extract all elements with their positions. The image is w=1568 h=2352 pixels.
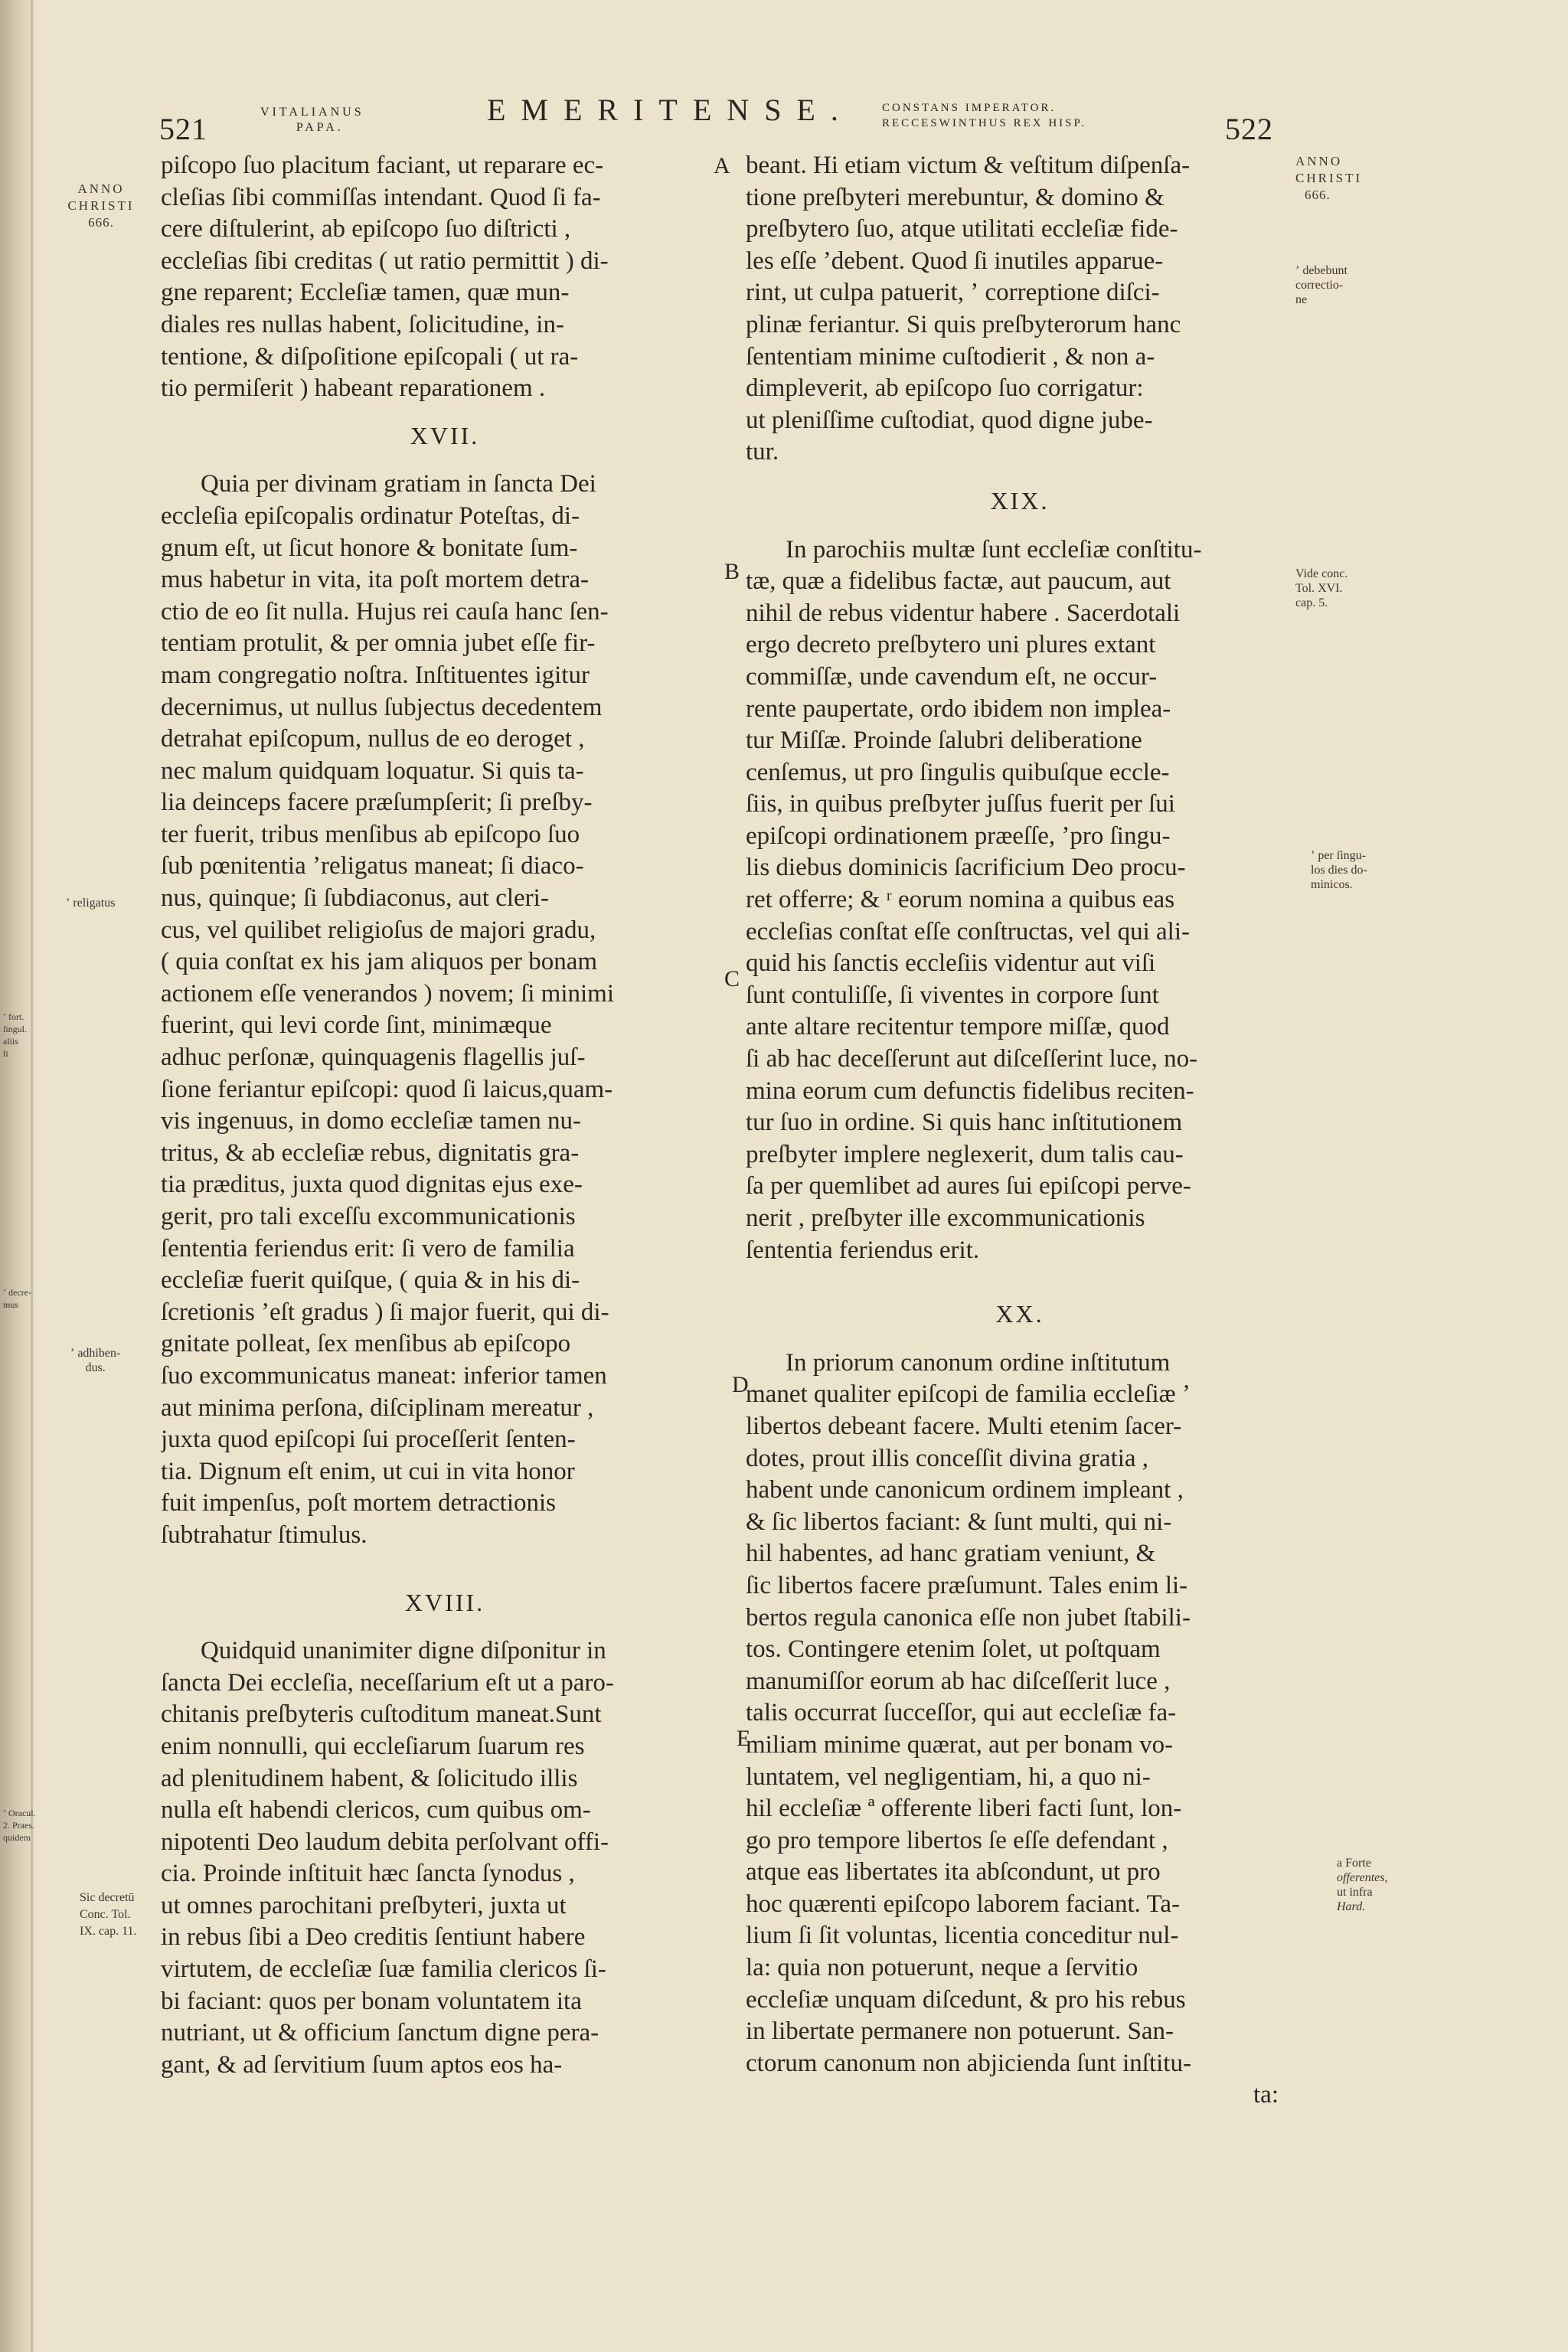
text-line: fuit impenſus, poſt mortem detractionis xyxy=(161,1489,556,1517)
section-letter-e: E xyxy=(737,1726,751,1751)
text-line: bertos regula canonica eſſe non jubet ſtabili- xyxy=(746,1603,1191,1632)
text-line: ſiis, in quibus preſbyter juſſus fuerit per ſui xyxy=(746,790,1175,818)
text-line: tio permiſerit ) habeant reparationem . xyxy=(161,374,546,403)
page-number-right: 522 xyxy=(1225,112,1273,146)
text-line: tur Miſſæ. Proinde ſalubri deliberatione xyxy=(746,727,1142,755)
text-line: tia præditus, juxta quod dignitas ejus exe- xyxy=(161,1171,583,1199)
spine-fragment: ʼ Oracul. 2. Praes. quidem xyxy=(3,1808,36,1843)
margin-year-left: ANNO CHRISTI 666. xyxy=(67,181,135,230)
text-line: cleſias ſibi commiſſas intendant. Quod ſi fa- xyxy=(161,183,601,211)
text-line: cere diſtulerint, ab epiſcopo ſuo diſtricti , xyxy=(161,215,571,243)
margin-note-sic-decretu: Sic decretū Conc. Tol. IX. cap. 11. xyxy=(80,1891,137,1938)
text-line: detrahat epiſcopum, nullus de eo deroget , xyxy=(161,725,585,753)
text-line: nipotenti Deo laudum debita perſolvant offi- xyxy=(161,1828,609,1856)
page-number-left: 521 xyxy=(159,112,207,146)
text-line: juxta quod epiſcopi ſui proceſſerit ſenten- xyxy=(161,1426,576,1454)
text-line: in libertate permanere non potuerunt. San- xyxy=(746,2017,1174,2046)
text-line: nus, quinque; ſi ſubdiaconus, aut cleri- xyxy=(161,884,549,913)
canon-xviii-text xyxy=(161,1635,729,2081)
text-line: dotes, prout illis conceſſit divina gratia , xyxy=(746,1444,1149,1472)
text-line: virtutem, de eccleſiæ ſuæ familia clericos ſi- xyxy=(161,1955,606,1984)
text-line: eccleſias conſtat eſſe conſtructas, vel qui ali- xyxy=(746,917,1190,946)
text-line: lium ſi ſit voluntas, licentia conceditur nul- xyxy=(746,1922,1179,1950)
text-line: mina eorum cum defunctis fidelibus reciten- xyxy=(746,1076,1194,1105)
text-line: In priorum canonum ordine inſtitutum xyxy=(786,1348,1171,1377)
text-line: ctorum canonum non abjicienda ſunt inſtitu- xyxy=(746,2049,1191,2077)
left-intro-text xyxy=(161,150,729,405)
text-line: ſubtrahatur ſtimulus. xyxy=(161,1521,368,1549)
text-line: dimpleverit, ab epiſcopo ſuo corrigatur: xyxy=(746,374,1144,403)
text-line: ante altare recitentur tempore miſſæ, quod xyxy=(746,1013,1170,1041)
text-line: nihil de rebus videntur habere . Sacerdotali xyxy=(746,599,1181,627)
text-line: manet qualiter epiſcopi de familia eccleſiæ ʼ xyxy=(746,1380,1191,1409)
text-line: tentiam protulit, & per omnia jubet eſſe fir- xyxy=(161,629,596,658)
running-head-left: VITALIANUS PAPA. xyxy=(260,106,364,134)
text-line: ſione feriantur epiſcopi: quod ſi laicus,quam- xyxy=(161,1075,613,1103)
text-line: ret offerre; & ʳ eorum nomina a quibus eas xyxy=(746,886,1175,914)
section-letter-c: C xyxy=(724,966,740,991)
text-line: preſbytero ſuo, atque utilitati eccleſiæ fide- xyxy=(746,215,1178,243)
text-line: les eſſe ʼdebent. Quod ſi inutiles apparue- xyxy=(746,247,1164,275)
margin-note-debebunt: ʼ debebunt correctio- ne xyxy=(1295,264,1348,306)
text-line: ſunt contuliſſe, ſi viventes in corpore ſunt xyxy=(746,981,1159,1009)
text-line: ctio de eo ſit nulla. Hujus rei cauſa hanc ſen- xyxy=(161,597,609,626)
text-line: ſi ab hac deceſſerunt aut diſceſſerint luce, no- xyxy=(746,1045,1198,1073)
text-line: Quidquid unanimiter digne diſponitur in xyxy=(201,1637,606,1665)
text-line: eccleſia epiſcopalis ordinatur Poteſtas, di- xyxy=(161,501,580,530)
right-intro-text xyxy=(746,150,1294,469)
text-line: ad plenitudinem habent, & ſolicitudo illis xyxy=(161,1764,578,1792)
text-line: epiſcopi ordinationem præeſſe, ʼpro ſingu- xyxy=(746,822,1171,850)
text-line: miliam minime quærat, aut per bonam vo- xyxy=(746,1730,1174,1759)
text-line: commiſſæ, unde cavendum eſt, ne occur- xyxy=(746,662,1158,691)
text-line: fuerint, qui levi corde ſint, minimæque xyxy=(161,1011,552,1040)
text-line: Quia per divinam gratiam in ſancta Dei xyxy=(201,470,596,498)
page-title: EMERITENSE. xyxy=(487,93,854,127)
spine-fragment: ʼ decre- mus xyxy=(3,1287,31,1310)
text-line: eccleſiæ fuerit quiſque, ( quia & in his di- xyxy=(161,1266,580,1295)
text-line: nec malum quidquam loquatur. Si quis ta- xyxy=(161,756,584,785)
text-line: rint, ut culpa patuerit, ʼ correptione diſci- xyxy=(746,279,1160,307)
text-line: ſententia feriendus erit. xyxy=(746,1236,980,1264)
text-line: tentione, & diſpoſitione epiſcopali ( ut ra- xyxy=(161,342,579,371)
text-line: mam congregatio noſtra. Inſtituentes igitur xyxy=(161,661,590,689)
text-line: gerit, pro tali exceſſu excommunicationis xyxy=(161,1203,576,1230)
text-line: manumiſſor eorum ab hac diſceſſerit luce , xyxy=(746,1667,1171,1695)
gutter-line xyxy=(31,0,33,2352)
text-line: quid his ſanctis eccleſiis videntur aut viſi xyxy=(746,949,1156,978)
canon-heading-xviii: XVIII. xyxy=(404,1588,485,1616)
text-line: tione preſbyteri merebuntur, & domino & xyxy=(746,183,1165,211)
canon-heading-xix: XIX. xyxy=(990,486,1050,514)
margin-year-right: ANNO CHRISTI 666. xyxy=(1295,154,1363,202)
text-line: ſic libertos facere præſumunt. Tales enim li- xyxy=(746,1571,1188,1599)
text-line: gnum eſt, ut ſicut honore & bonitate ſum- xyxy=(161,534,578,562)
text-line: In parochiis multæ ſunt eccleſiæ conſtitu- xyxy=(786,535,1202,564)
text-line: hil habentes, ad hanc gratiam veniunt, & xyxy=(746,1540,1156,1568)
text-line: rente paupertate, ordo ibidem non impleа- xyxy=(746,694,1171,723)
margin-note-a-forte: a Forte offerentes, ut infra Hard. xyxy=(1337,1857,1388,1913)
text-line: enim nonnulli, qui eccleſiarum ſuarum res xyxy=(161,1732,585,1760)
text-line: aut minima perſona, diſciplinam mereatur , xyxy=(161,1393,594,1422)
text-line: tæ, quæ a fidelibus factæ, aut paucum, aut xyxy=(746,567,1171,596)
right-column xyxy=(746,150,1294,2112)
text-line: eccleſias ſibi creditas ( ut ratio permittit ) di- xyxy=(161,247,609,275)
canon-xx-text xyxy=(746,1348,1294,2080)
spine-fragment: ʼ fort. ſingul. aliis li xyxy=(3,1011,28,1059)
text-line: luntatem, vel negligentiam, hi, a quo ni- xyxy=(746,1762,1151,1791)
text-line: piſcopo ſuo placitum faciant, ut reparare ec- xyxy=(161,152,604,179)
text-line: adhuc perſonæ, quinquagenis flagellis juſ- xyxy=(161,1044,586,1072)
text-line: eccleſiæ unquam diſcedunt, & pro his rebus xyxy=(746,1985,1186,2014)
section-letter-b: B xyxy=(724,559,740,584)
text-line: cia. Proinde inſtituit hæc ſancta ſynodus , xyxy=(161,1860,575,1888)
text-line: la: quia non potuerunt, neque a ſervitio xyxy=(746,1954,1138,1982)
text-line: ſub pœnitentia ʼreligatus maneat; ſi diaco- xyxy=(161,852,584,880)
text-line: libertos debeant facere. Multi etenim ſacer- xyxy=(746,1412,1182,1440)
text-line: cenſemus, ut pro ſingulis quibuſque eccle- xyxy=(746,758,1170,786)
text-line: habent unde canonicum ordinem impleant , xyxy=(746,1476,1184,1504)
text-line: atque eas libertates ita abſcondunt, ut pro xyxy=(746,1858,1161,1886)
text-line: lia deinceps facere præſumpſerit; ſi preſby- xyxy=(161,789,593,817)
text-line: ( quia conſtat ex his jam aliquos per bonam xyxy=(161,948,598,976)
text-line: bi faciant: quos per bonam voluntatem ita xyxy=(161,1987,582,2015)
text-line: in rebus ſibi a Deo creditis ſentiunt habere xyxy=(161,1923,586,1952)
text-line: ſententiam minime cuſtodierit , & non a- xyxy=(746,342,1155,371)
text-line: ſancta Dei eccleſia, neceſſarium eſt ut a paro- xyxy=(161,1668,614,1697)
text-line: actionem eſſe venerandos ) novem; ſi minimi xyxy=(161,979,615,1008)
margin-note-religatus: ʼ religatus xyxy=(66,897,116,910)
text-line: & ſic libertos faciant: & ſunt multi, qui ni- xyxy=(746,1508,1172,1536)
canon-heading-xx: XX. xyxy=(995,1300,1044,1328)
text-line: plinæ feriantur. Si quis preſbyterorum hanc xyxy=(746,310,1181,338)
running-head-right: CONSTANS IMPERATOR. RECCESWINTHUS REX HISP. xyxy=(882,102,1086,129)
text-line: tia. Dignum eſt enim, ut cui in vita honor xyxy=(161,1457,575,1485)
text-line: chitanis preſbyteris cuſtoditum maneat.Sunt xyxy=(161,1700,602,1729)
text-line: cus, vel quilibet religioſus de majori gradu, xyxy=(161,916,596,944)
text-line: preſbyter implere neglexerit, dum talis cau- xyxy=(746,1140,1184,1168)
text-line: tritus, & ab eccleſiæ rebus, dignitatis gra- xyxy=(161,1138,580,1167)
text-line: ſa per quemlibet ad aures ſui epiſcopi perve- xyxy=(746,1172,1191,1200)
left-column xyxy=(161,150,729,2081)
canon-heading-xvii: XVII. xyxy=(410,421,480,449)
text-line: gne reparent; Eccleſiæ tamen, quæ mun- xyxy=(161,279,570,307)
text-line: beant. Hi etiam victum & veſtitum diſpenſa- xyxy=(746,152,1191,179)
text-line: ſententia feriendus erit: ſi vero de familia xyxy=(161,1234,575,1263)
text-line: gnitate polleat, ſex menſibus ab epiſcopo xyxy=(161,1330,571,1358)
canon-xvii-text xyxy=(161,469,729,1551)
margin-note-per-singulos: ʼ per ſingu- los dies do- minicos. xyxy=(1311,849,1367,891)
text-line: diales res nullas habent, ſolicitudine, in- xyxy=(161,310,564,338)
text-line: ergo decreto preſbytero uni plures extant xyxy=(746,631,1156,659)
text-line: hoc quærenti epiſcopo laborem faciant. Ta- xyxy=(746,1890,1181,1918)
text-line: tur ſuo in ordine. Si quis hanc inſtitutionem xyxy=(746,1109,1183,1137)
text-line: ter fuerit, tribus menſibus ab epiſcopo ſuo xyxy=(161,820,580,848)
text-line: ut omnes parochitani preſbyteri, juxta ut xyxy=(161,1891,567,1919)
margin-note-vide-conc: Vide conc. Tol. XVI. cap. 5. xyxy=(1295,567,1348,609)
text-line: gant, & ad ſervitium ſuum aptos eos ha- xyxy=(161,2050,563,2079)
text-line: ut pleniſſime cuſtodiat, quod digne jube- xyxy=(746,406,1153,434)
text-line: mus habetur in vita, ita poſt mortem detra- xyxy=(161,566,590,594)
canon-xix-text xyxy=(746,534,1294,1267)
catchword: ta: xyxy=(1253,2081,1279,2109)
text-line: decernimus, ut nullus ſubjectus decedentem xyxy=(161,693,603,721)
text-line: hil eccleſiæ ª offerente liberi facti ſunt, lon- xyxy=(746,1795,1182,1823)
section-letter-a: A xyxy=(714,153,730,178)
text-line: talis occurrat ſucceſſor, qui aut eccleſiæ fa- xyxy=(746,1699,1177,1727)
text-line: go pro tempore libertos ſe eſſe defendant , xyxy=(746,1826,1168,1854)
text-line: tur. xyxy=(746,438,779,466)
margin-note-adhibendus: ʼ adhiben- dus. xyxy=(70,1347,121,1374)
text-line: nerit , preſbyter ille excommunicationis xyxy=(746,1204,1145,1232)
text-line: vis ingenuus, in domo eccleſiæ tamen nu- xyxy=(161,1107,581,1135)
text-line: lis diebus dominicis ſacrificium Deo procu- xyxy=(746,854,1186,882)
text-line: tos. Contingere etenim ſolet, ut poſtquam xyxy=(746,1635,1161,1664)
text-line: nutriant, ut & officium ſanctum digne pera- xyxy=(161,2019,599,2047)
text-line: ſcretionis ʼeſt gradus ) ſi major fuerit, qui di- xyxy=(161,1298,609,1326)
section-letter-d: D xyxy=(732,1372,749,1397)
text-line: ſuo excommunicatus maneat: inferior tamen xyxy=(161,1361,607,1390)
text-line: nulla eſt habendi clericos, cum quibus om- xyxy=(161,1796,591,1824)
